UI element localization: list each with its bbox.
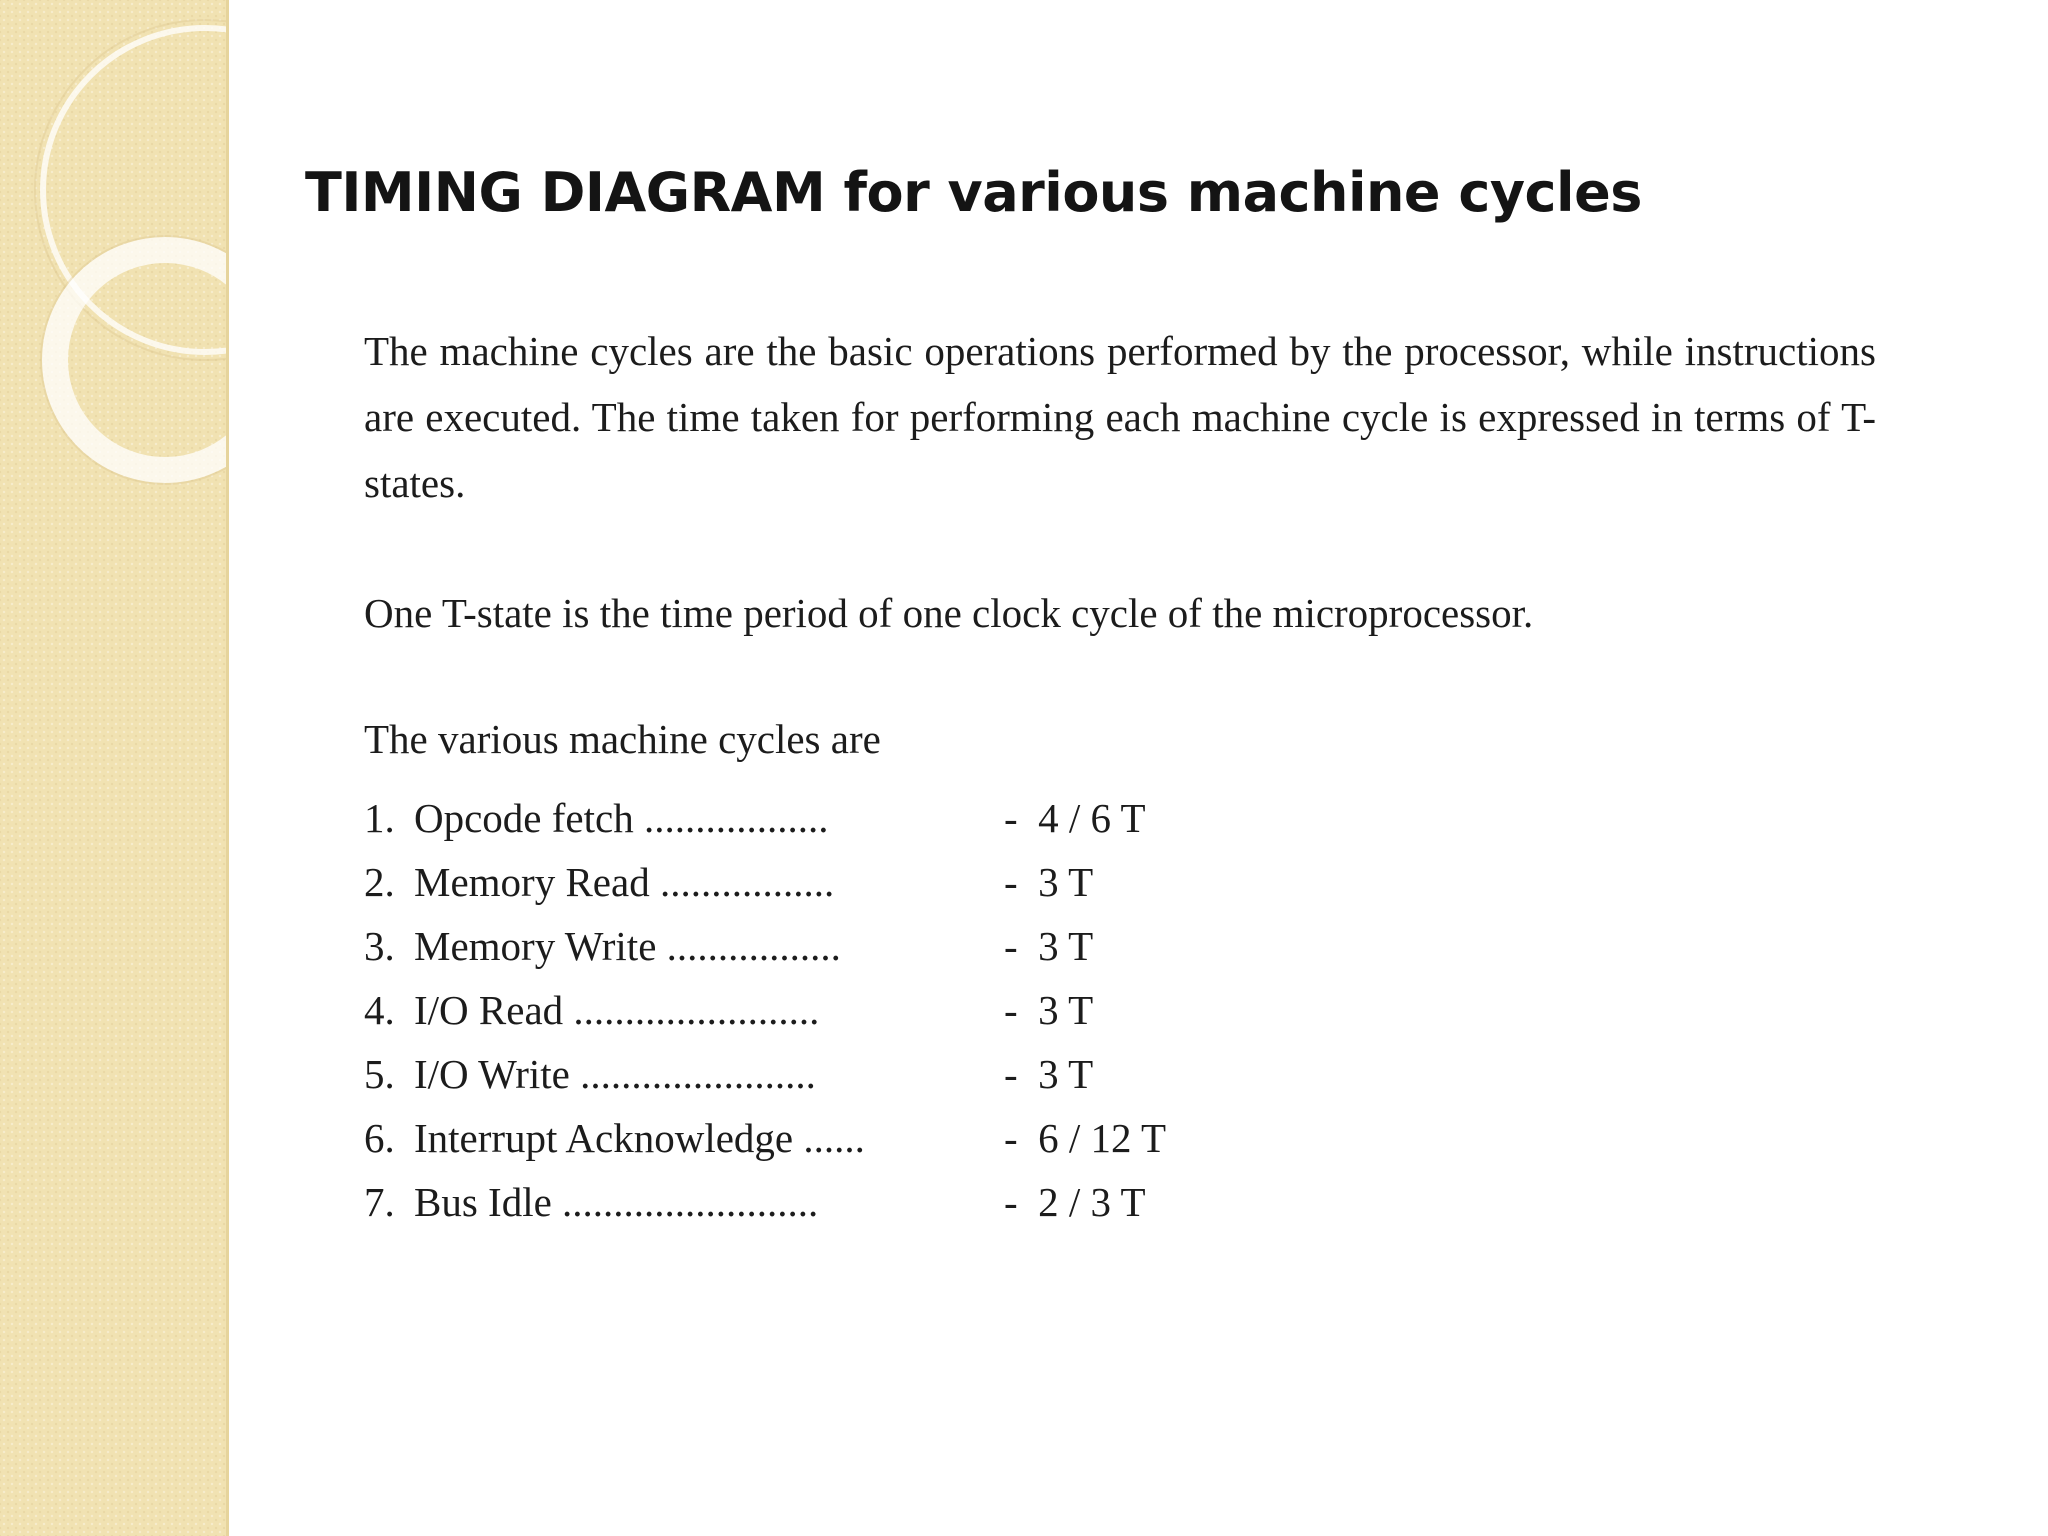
cycle-name: Memory Read ................. (414, 859, 835, 905)
cycle-name: I/O Write ....................... (414, 1051, 816, 1097)
cycle-t-states: - 3 T (1004, 987, 1094, 1033)
decorative-side-band (0, 0, 226, 1536)
list-item (364, 1042, 1876, 1106)
cycle-number: 2. (364, 859, 395, 905)
list-item (364, 1106, 1876, 1170)
cycle-t-states: - 2 / 3 T (1004, 1179, 1146, 1225)
cycle-name: Opcode fetch .................. (414, 795, 829, 841)
cycle-number: 6. (364, 1115, 395, 1161)
decorative-rings-icon (0, 0, 226, 520)
intro-paragraph: The machine cycles are the basic operations performed by the processor, while instructions are executed. The time taken for performing each machine cycle is expressed in terms of T-states. (364, 328, 1876, 506)
cycle-name: I/O Read ........................ (414, 987, 820, 1033)
slide-body (364, 318, 1876, 1234)
list-item (364, 850, 1876, 914)
cycle-number: 3. (364, 923, 395, 969)
list-item (364, 1170, 1876, 1234)
cycle-t-states: - 3 T (1004, 1051, 1094, 1097)
list-item (364, 914, 1876, 978)
cycle-number: 1. (364, 795, 395, 841)
cycle-t-states: - 3 T (1004, 859, 1094, 905)
cycle-number: 4. (364, 987, 395, 1033)
cycle-t-states: - 6 / 12 T (1004, 1115, 1167, 1161)
cycle-name: Interrupt Acknowledge ...... (414, 1115, 865, 1161)
cycle-number: 5. (364, 1051, 395, 1097)
cycle-number: 7. (364, 1179, 395, 1225)
cycle-t-states: - 3 T (1004, 923, 1094, 969)
side-band-divider (226, 0, 229, 1536)
machine-cycle-list (364, 786, 1876, 1234)
cycle-t-states: - 4 / 6 T (1004, 795, 1146, 841)
cycle-name: Bus Idle ......................... (414, 1179, 819, 1225)
slide-title: TIMING DIAGRAM for various machine cycles (305, 161, 1642, 224)
cycles-intro-paragraph: The various machine cycles are (364, 716, 881, 762)
cycle-name: Memory Write ................. (414, 923, 841, 969)
t-state-paragraph: One T-state is the time period of one clock cycle of the microprocessor. (364, 590, 1534, 636)
list-item (364, 786, 1876, 850)
list-item (364, 978, 1876, 1042)
